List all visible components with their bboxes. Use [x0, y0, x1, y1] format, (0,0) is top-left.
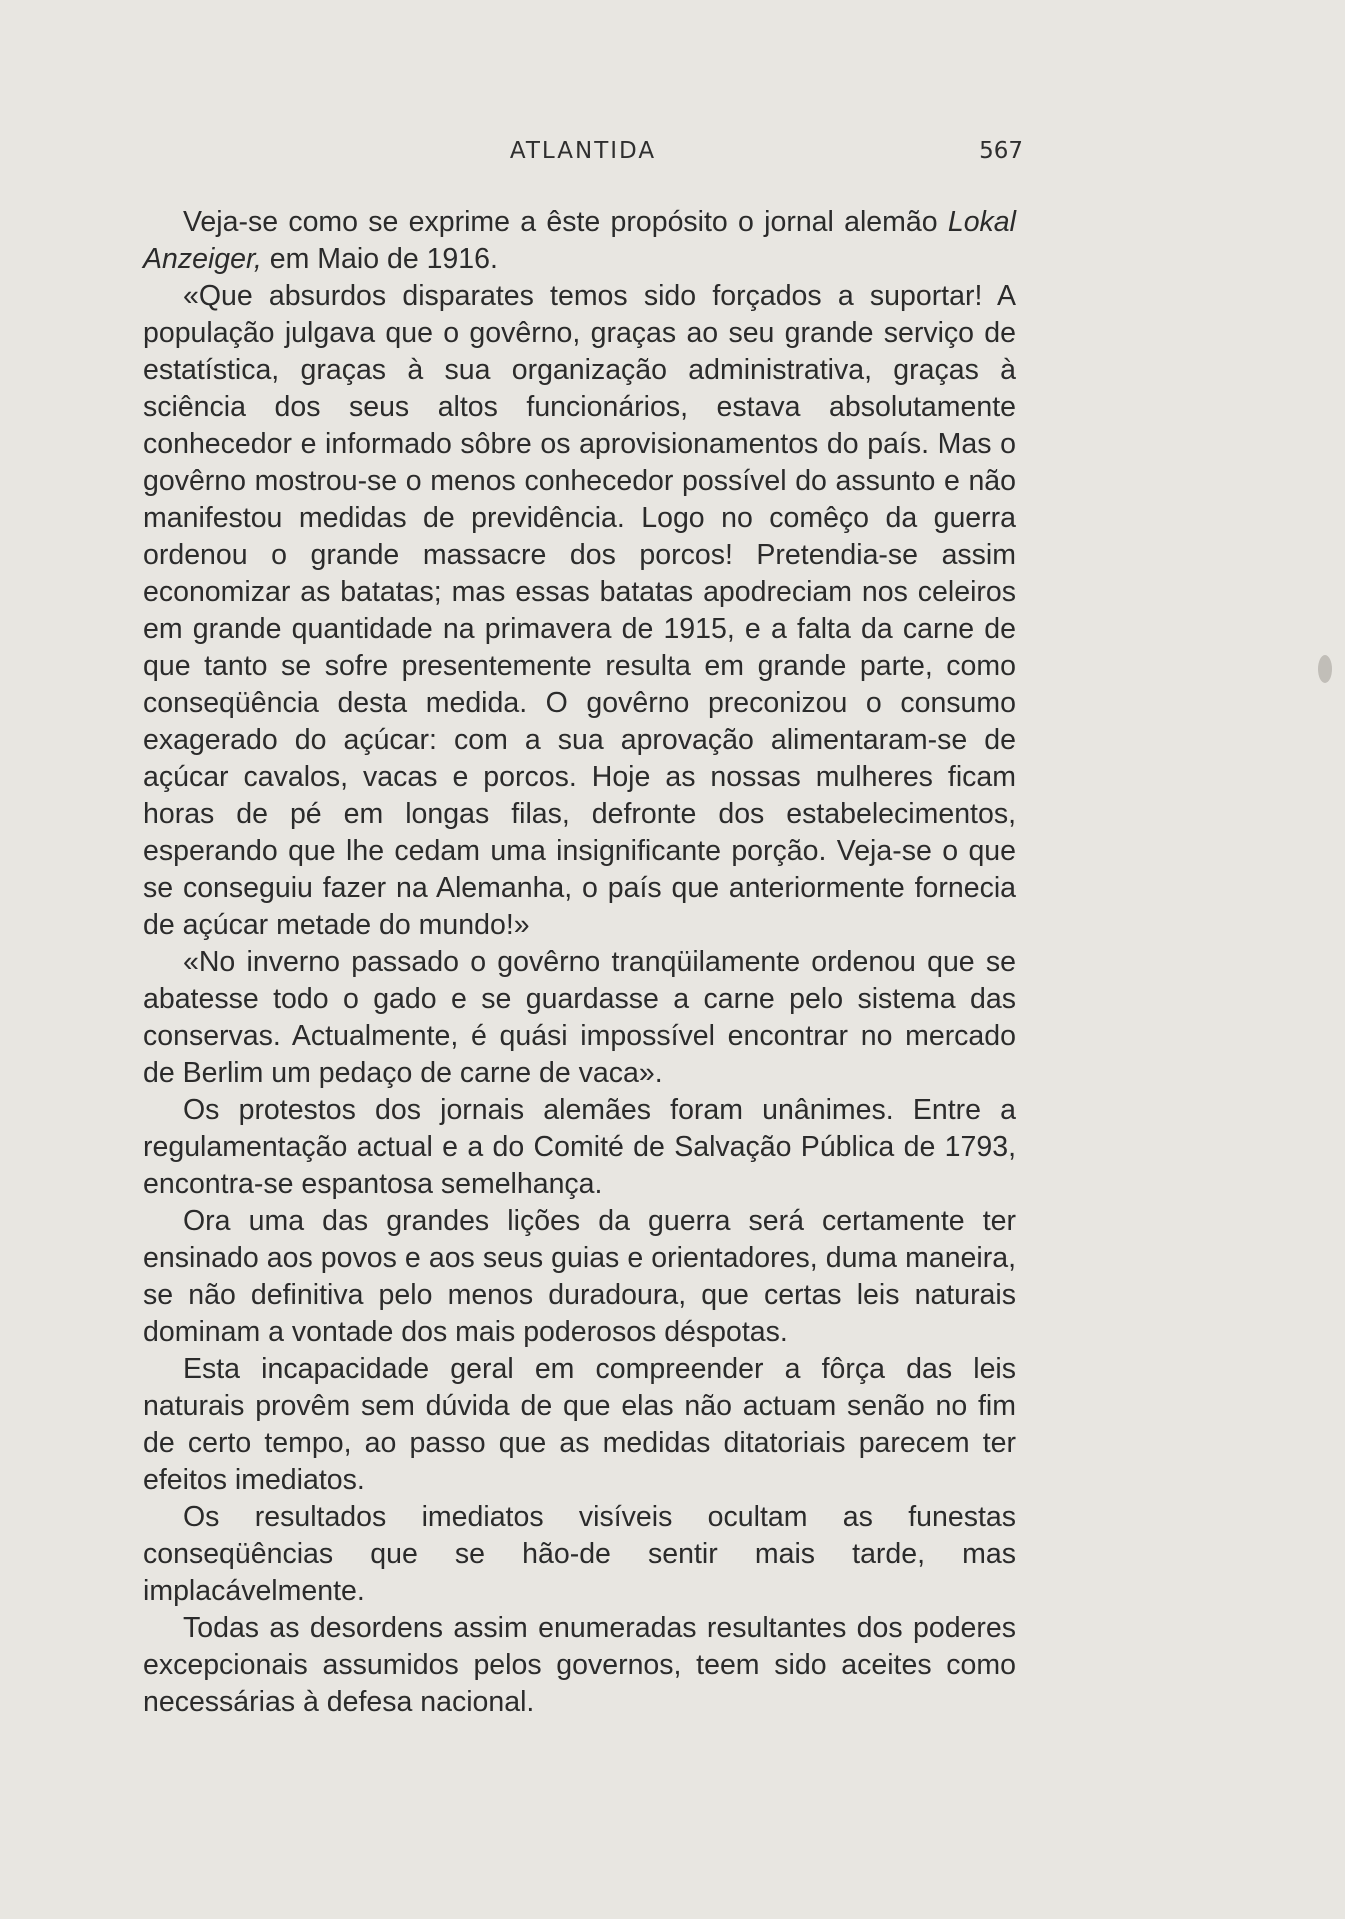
paragraph: Os protestos dos jornais alemães foram unânimes. Entre a regulamentação actual e a do Comité de Salvação Pública de 1793, encontra-se espantosa semelhança.	[143, 1094, 1016, 1200]
paragraph	[143, 204, 1016, 278]
paragraph: Os resultados imediatos visíveis ocultam as funestas conseqüências que se hão-de sentir mais tarde, mas implacávelmente.	[143, 1501, 1016, 1607]
page-number: 567	[979, 138, 1023, 164]
paragraph: Ora uma das grandes lições da guerra será certamente ter ensinado aos povos e aos seus guias e orientadores, duma maneira, se não definitiva pelo menos duradoura, que certas leis naturais dominam a vontade dos mais poderosos déspotas.	[143, 1205, 1016, 1348]
body-text	[143, 204, 1016, 1721]
paragraph: «No inverno passado o govêrno tranqüilamente ordenou que se abatesse todo o gado e se guardasse a carne pelo sistema das conservas. Actualmente, é quási impossível encontrar no mercado de Berlim um pedaço de carne de vaca».	[143, 946, 1016, 1089]
paragraph: «Que absurdos disparates temos sido forçados a suportar! A população julgava que o govêrno, graças ao seu grande serviço de estatística, graças à sua organização administrativa, graças à sciência dos seus altos funcionários, estava absolutamente conhecedor e informado sôbre os aprovisionamentos do país. Mas o govêrno mostrou-se o menos conhecedor possível do assunto e não manifestou medidas de previdência. Logo no comêço da guerra ordenou o grande massacre dos porcos! Pretendia-se assim economizar as batatas; mas essas batatas apodreciam nos celeiros em grande quantidade na primavera de 1915, e a falta da carne de que tanto se sofre presentemente resulta em grande parte, como conseqüência desta medida. O govêrno preconizou o consumo exagerado do açúcar: com a sua aprovação alimentaram-se de açúcar cavalos, vacas e porcos. Hoje as nossas mulheres ficam horas de pé em longas filas, defronte dos estabelecimentos, esperando que lhe cedam uma insignificante porção. Veja-se o que se conseguiu fazer na Alemanha, o país que anteriormente fornecia de açúcar metade do mundo!»	[143, 280, 1016, 941]
paragraph: Todas as desordens assim enumeradas resultantes dos poderes excepcionais assumidos pelos governos, teem sido aceites como necessárias à defesa nacional.	[143, 1612, 1016, 1718]
running-title: ATLANTIDA	[509, 138, 657, 164]
paragraph-text: Veja-se como se exprime a êste propósito o jornal alemão	[183, 206, 948, 238]
newspaper-title: Lokal Anzeiger,	[143, 206, 1016, 275]
paragraph: Esta incapacidade geral em compreender a fôrça das leis naturais provêm sem dúvida de que elas não actuam senão no fim de certo tempo, ao passo que as medidas ditatoriais parecem ter efeitos imediatos.	[143, 1353, 1016, 1496]
page-header	[143, 138, 1023, 178]
paragraph-text: em Maio de 1916.	[261, 243, 498, 275]
scan-speck	[1318, 655, 1332, 683]
